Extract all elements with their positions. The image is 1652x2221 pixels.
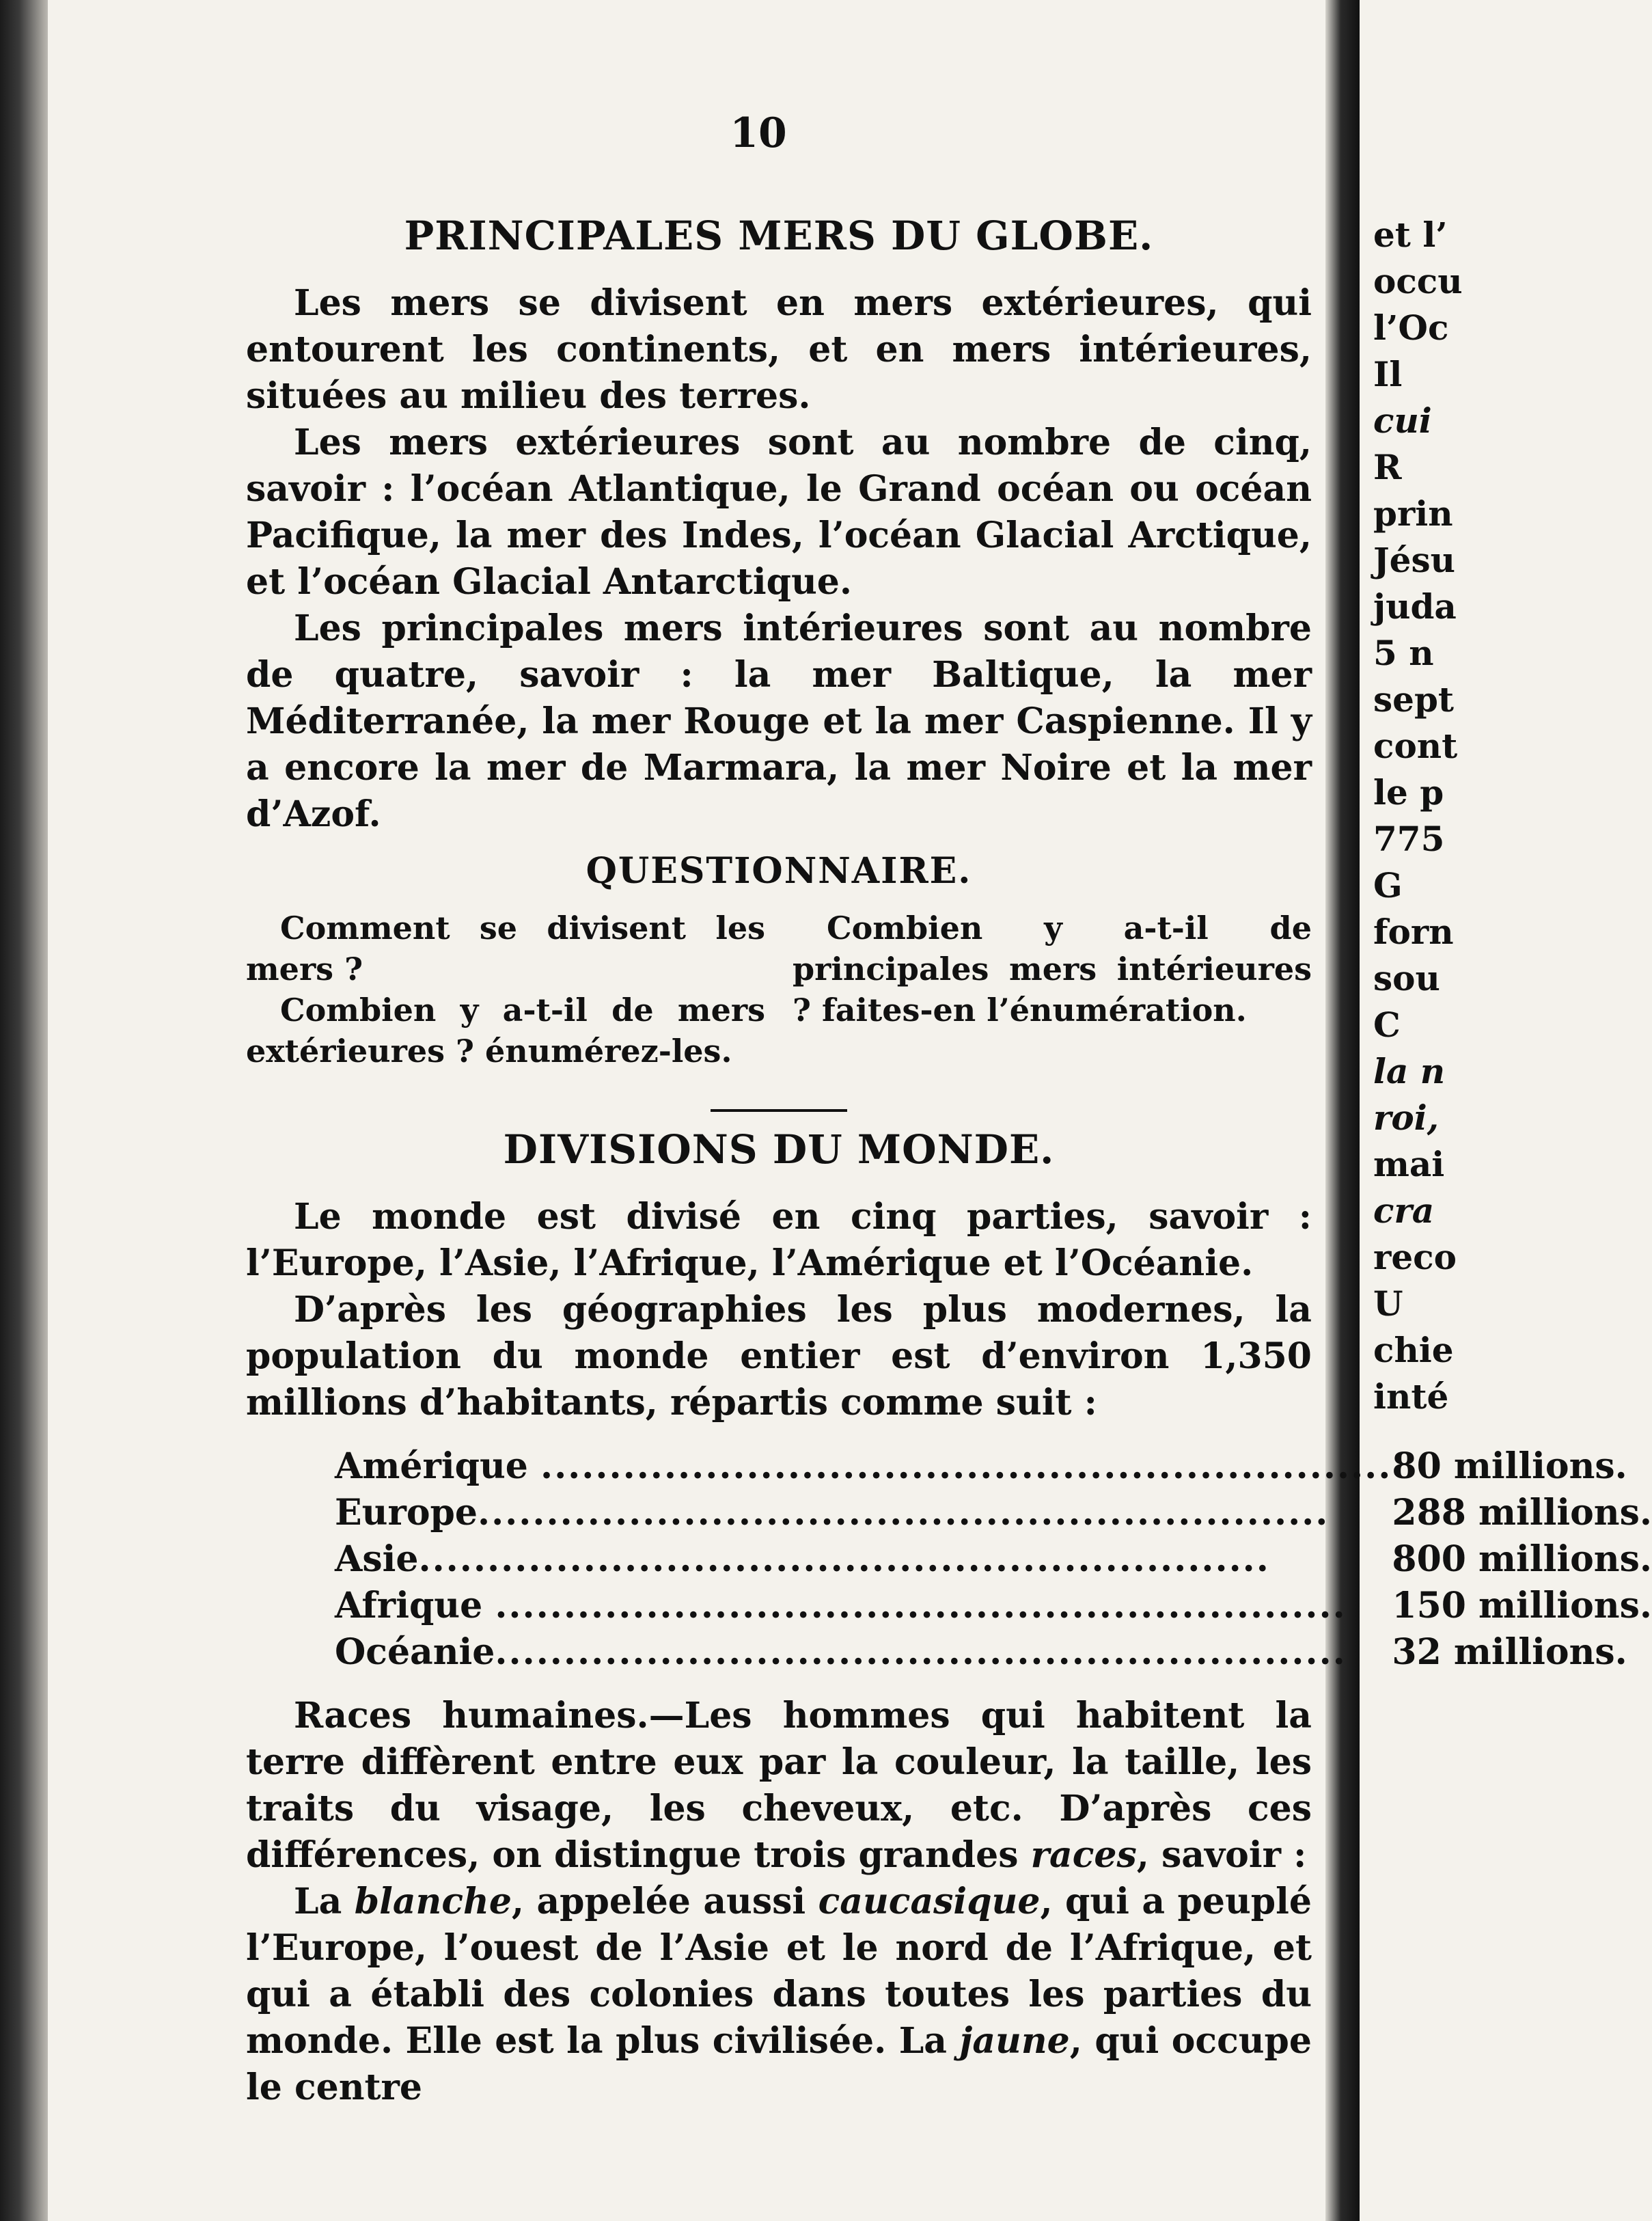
population-value: 800 millions. (1392, 1538, 1652, 1580)
paragraph-races: Races humaines.—Les hommes qui habitent la terre diffèrent entre eux par la couleur, la taille, les traits du visage, les cheveux, etc. D’après ces différences, on distingue trois grandes races, savoir : (246, 1695, 1312, 1876)
book-spine-shadow-left (0, 0, 48, 2221)
section-divider (711, 1109, 847, 1112)
book-gutter-right (1325, 0, 1360, 2221)
races-heading: Races humaines. (294, 1695, 649, 1736)
paragraph-mers-3: Les principales mers intérieures sont au nombre de quatre, savoir : la mer Baltique, la mer Méditerranée, la mer Rouge et la mer Caspienne. Il y a encore la mer de Marmara, la mer Noire et la mer d’Azof. (246, 608, 1312, 835)
section-title-mers: PRINCIPALES MERS DU GLOBE. (404, 213, 1154, 259)
adjacent-page-edge-text: et l’ occu l’Oc Il cui R prin Jésu juda 5 n sept cont le p 775 G forn sou C la n roi, mai cra reco U chie inté (1373, 215, 1463, 1417)
population-value: 150 millions. (1392, 1585, 1652, 1626)
section-title-divisions: DIVISIONS DU MONDE. (503, 1126, 1055, 1173)
population-value: 288 millions. (1392, 1492, 1652, 1534)
paragraph-divisions-2: D’après les géographies les plus modernes, la population du monde entier est d’environ 1,350 millions d’habitants, répartis comme suit : (246, 1289, 1312, 1423)
table-row: Océanie.............................................................. 32 millions. (335, 1629, 1652, 1676)
questionnaire-right-column (793, 908, 1312, 1072)
question-item: Comment se divisent les mers ? (246, 910, 765, 987)
continent-name: Afrique (335, 1585, 483, 1626)
continent-name: Asie (335, 1538, 419, 1580)
population-value: 80 millions. (1392, 1445, 1627, 1487)
question-item: Combien y a-t-il de principales mers intérieures ? faites-en l’énumération. (793, 910, 1312, 1028)
population-table (335, 1443, 1652, 1676)
paragraph-mers-1: Les mers se divisent en mers extérieures, qui entourent les continents, et en mers intérieures, situées au milieu des terres. (246, 282, 1312, 417)
table-row: Europe.............................................................. 288 millions. (335, 1490, 1652, 1536)
continent-name: Océanie (335, 1631, 495, 1673)
table-row: Amérique .............................................................. 80 millions. (335, 1443, 1652, 1490)
questionnaire-title: QUESTIONNAIRE. (586, 850, 972, 892)
table-row: Afrique .............................................................. 150 millions. (335, 1583, 1652, 1629)
questionnaire (246, 908, 1312, 1072)
paragraph-divisions-1: Le monde est divisé en cinq parties, savoir : l’Europe, l’Asie, l’Afrique, l’Amérique et l’Océanie. (246, 1196, 1312, 1284)
questionnaire-left-column (246, 908, 765, 1072)
paragraph-mers-2: Les mers extérieures sont au nombre de cinq, savoir : l’océan Atlantique, le Grand océan ou océan Pacifique, la mer des Indes, l’océan Glacial Arctique, et l’océan Glacial Antarctique. (246, 422, 1312, 603)
table-row: Asie.............................................................. 800 millions. (335, 1536, 1652, 1583)
continent-name: Amérique (335, 1445, 528, 1487)
population-value: 32 millions. (1392, 1631, 1627, 1673)
paragraph-race-blanche: La blanche, appelée aussi caucasique, qui a peuplé l’Europe, l’ouest de l’Asie et le nord de l’Afrique, et qui a établi des colonies dans toutes les parties du monde. Elle est la plus civilisée. La jaune, qui occupe le centre (246, 1881, 1312, 2108)
question-item: Combien y a-t-il de mers extérieures ? énumérez-les. (246, 992, 765, 1069)
continent-name: Europe (335, 1492, 478, 1534)
page-number: 10 (730, 109, 787, 157)
